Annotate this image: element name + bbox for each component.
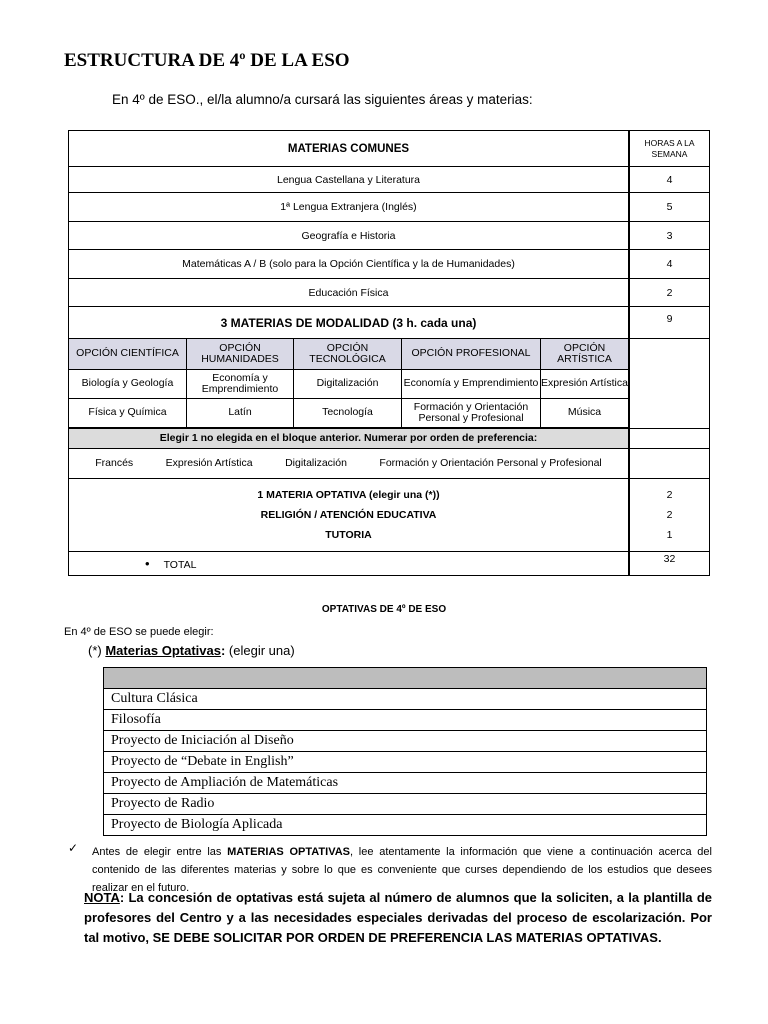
advice-text-a: Antes de elegir entre las — [92, 846, 228, 858]
common-hours: 4 — [629, 250, 710, 279]
option-header: OPCIÓN ARTÍSTICA — [541, 339, 629, 369]
common-hours: 5 — [629, 193, 710, 222]
option-subject: Latín — [187, 398, 294, 427]
common-subject: Lengua Castellana y Literatura — [69, 167, 630, 193]
page-title: ESTRUCTURA DE 4º DE LA ESO — [64, 50, 350, 71]
optativas-table — [103, 667, 707, 836]
hours-header: HORAS A LA SEMANA — [629, 131, 710, 167]
nota-text: : La concesión de optativas está sujeta al número de alumnos que la soliciten, a la plantilla de profesores del Centro y a las necesidades especiales derivadas del proceso de escolarización. Por tal motivo, SE DEBE SOLICITAR POR ORDEN DE PREFERENCIA LAS MATERIAS OPTATIVAS. — [84, 890, 712, 945]
optativas-intro: En 4º de ESO se puede elegir: — [64, 626, 214, 638]
elegir-item: Formación y Orientación Personal y Profesional — [379, 457, 602, 469]
optativas-label-suffix: (elegir una) — [225, 643, 295, 658]
religion-hours: 2 — [666, 508, 673, 521]
check-icon: ✓ — [68, 841, 79, 855]
optativas-label-colon: : — [220, 643, 226, 658]
optativa-item: Proyecto de “Debate in English” — [104, 752, 707, 773]
optativas-table-header — [104, 668, 707, 689]
option-subject: Biología y Geología — [69, 369, 187, 398]
option-header: OPCIÓN HUMANIDADES — [187, 339, 294, 369]
total-hours: 32 — [629, 551, 710, 575]
option-subject: Tecnología — [294, 398, 402, 427]
structure-table — [68, 130, 710, 576]
optativa-item: Cultura Clásica — [104, 689, 707, 710]
religion-label: RELIGIÓN / ATENCIÓN EDUCATIVA — [260, 508, 437, 521]
common-subject: 1ª Lengua Extranjera (Inglés) — [69, 193, 630, 222]
optativa-item: Proyecto de Ampliación de Matemáticas — [104, 773, 707, 794]
option-subject: Economía y Emprendimiento — [402, 369, 541, 398]
option-subject: Formación y Orientación Personal y Profesional — [402, 398, 541, 427]
elegir-item: Francés — [95, 457, 134, 469]
option-subject: Música — [541, 398, 629, 427]
option-subject: Economía y Emprendimiento — [187, 369, 294, 398]
option-subject: Expresión Artística — [541, 369, 629, 398]
common-hours: 2 — [629, 279, 710, 307]
optativa-hours: 2 — [666, 488, 673, 501]
optativa-item: Proyecto de Radio — [104, 794, 707, 815]
optativas-label-underlined: Materias Optativas — [105, 643, 221, 658]
tutoria-label: TUTORIA — [325, 528, 372, 541]
options-hours-cell — [629, 339, 710, 429]
common-hours: 3 — [629, 222, 710, 250]
nota-block — [84, 888, 712, 948]
optativas-label — [88, 643, 295, 658]
optativas-title: OPTATIVAS DE 4º DE ESO — [321, 604, 447, 615]
intro-text: En 4º de ESO., el/la alumno/a cursará las siguientes áreas y materias: — [112, 92, 533, 107]
total-label: TOTAL — [163, 558, 197, 571]
common-hours: 4 — [629, 167, 710, 193]
advice-text-b: MATERIAS OPTATIVAS — [227, 846, 350, 858]
elegir-header: Elegir 1 no elegida en el bloque anterior. Numerar por orden de preferencia: — [69, 428, 630, 448]
common-subject: Geografía e Historia — [69, 222, 630, 250]
option-header: OPCIÓN CIENTÍFICA — [69, 339, 187, 369]
total-row — [69, 551, 630, 575]
elegir-cell — [69, 448, 630, 478]
option-header: OPCIÓN PROFESIONAL — [402, 339, 541, 369]
modalidad-header: 3 MATERIAS DE MODALIDAD (3 h. cada una) — [69, 307, 630, 339]
modalidad-hours: 9 — [629, 307, 710, 339]
materias-comunes-header: MATERIAS COMUNES — [69, 131, 630, 167]
optativas-label-prefix: (*) — [88, 643, 106, 658]
common-subject: Educación Física — [69, 279, 630, 307]
elegir-item: Digitalización — [285, 457, 347, 469]
option-subject: Física y Química — [69, 398, 187, 427]
elegir-item: Expresión Artística — [165, 457, 253, 469]
options-grid-cell — [69, 339, 630, 429]
advice-text-c: , lee atentamente la información que viene a continuación acerca del contenido de las diferentes materias y sobre lo que es conveniente que curses dependiendo de los estudios que desees realizar en el futuro. — [92, 846, 712, 894]
options-grid — [69, 339, 628, 428]
elegir-hours-cell — [629, 448, 710, 478]
option-subject: Digitalización — [294, 369, 402, 398]
total-bullet: • — [145, 555, 150, 571]
tutoria-hours: 1 — [666, 528, 673, 541]
common-subject: Matemáticas A / B (solo para la Opción Científica y la de Humanidades) — [69, 250, 630, 279]
nota-label: NOTA — [84, 890, 120, 905]
optativa-block — [69, 478, 630, 551]
elegir-hours-cell — [629, 428, 710, 448]
optativa-hours-block — [629, 478, 710, 551]
option-header: OPCIÓN TECNOLÓGICA — [294, 339, 402, 369]
optativa-item: Filosofía — [104, 710, 707, 731]
optativa-label: 1 MATERIA OPTATIVA (elegir una (*)) — [257, 488, 440, 501]
optativa-item: Proyecto de Biología Aplicada — [104, 815, 707, 836]
optativa-item: Proyecto de Iniciación al Diseño — [104, 731, 707, 752]
